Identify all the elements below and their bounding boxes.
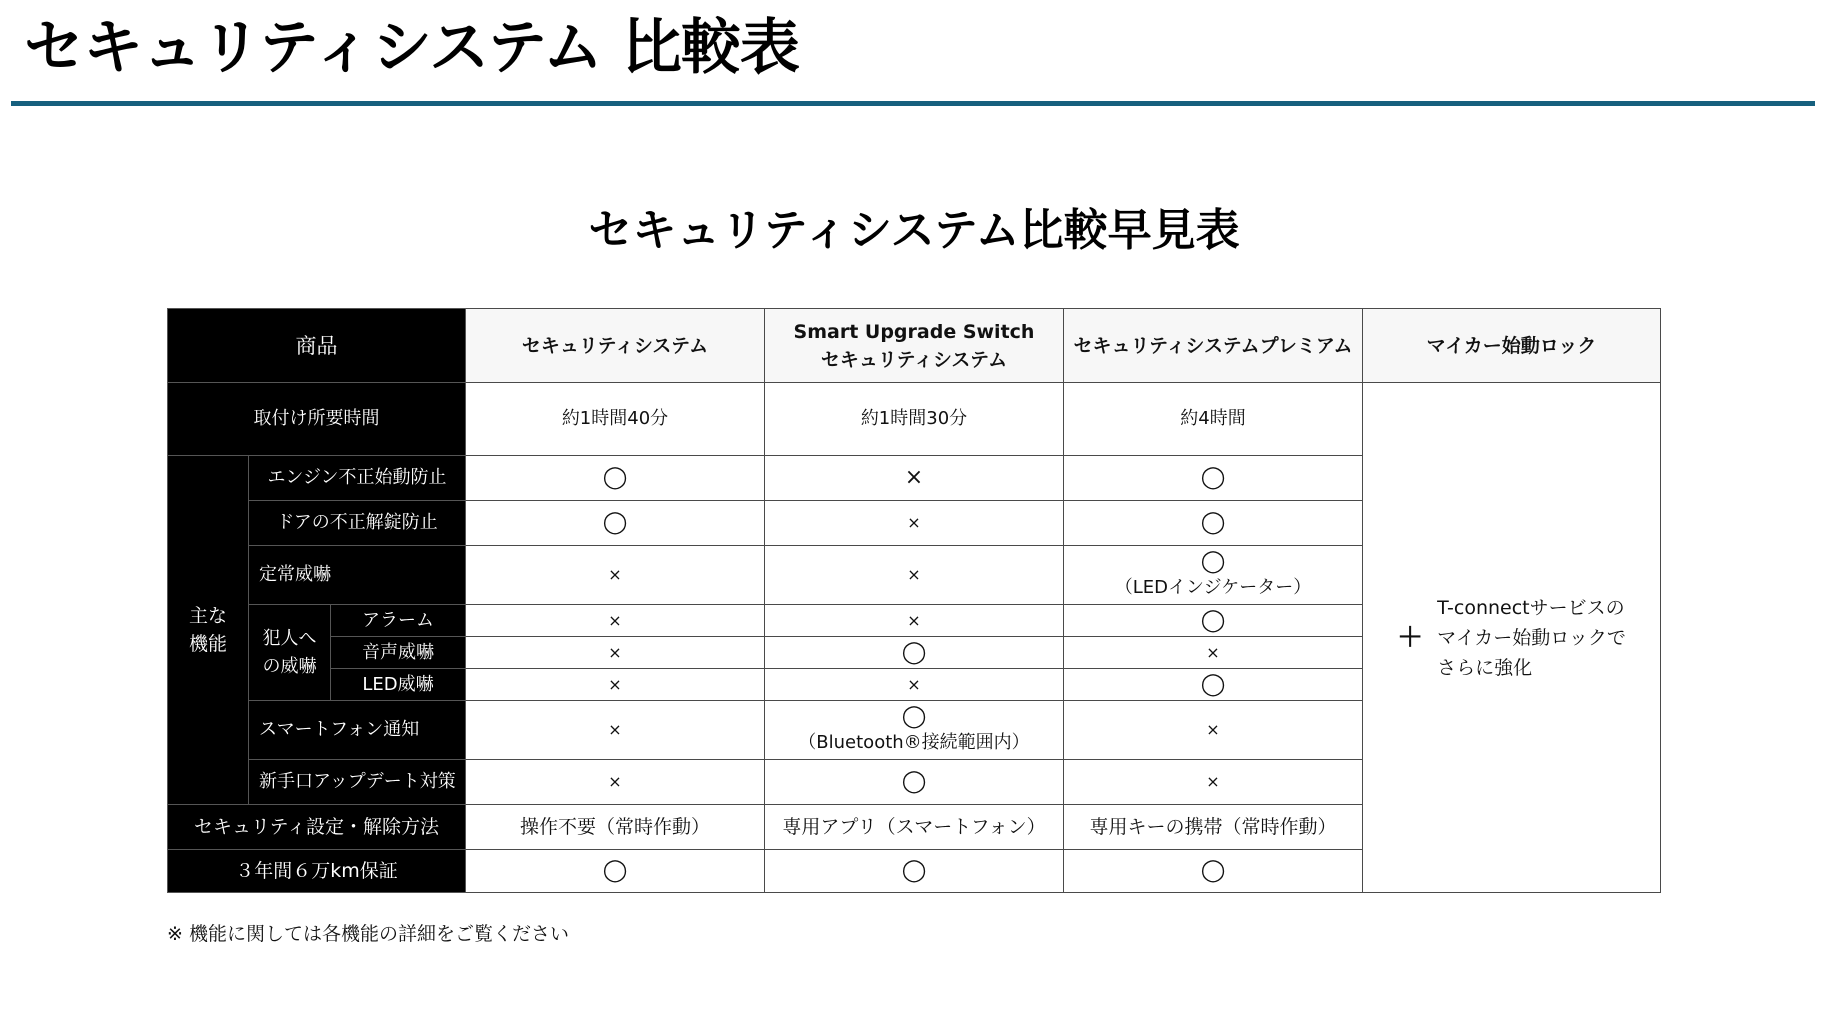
mark-cell: × — [466, 546, 765, 605]
mark-cell-with-note — [765, 701, 1064, 760]
mark-cell: × — [466, 605, 765, 637]
plus-icon: ＋ — [1397, 622, 1424, 653]
mark-cell: × — [1064, 637, 1363, 669]
settings-cell: 専用キーの携帯（常時作動） — [1064, 805, 1363, 850]
criminal-threat-label: 犯人へ の威嚇 — [249, 605, 331, 701]
product-smart-upgrade-switch — [765, 309, 1064, 383]
product-name-line2: セキュリティシステム — [820, 348, 1008, 371]
mark-cell: × — [1064, 701, 1363, 760]
product-name: マイカー始動ロック — [1426, 334, 1597, 357]
install-time-cell: 約1時間40分 — [466, 383, 765, 456]
row-label-voice: 音声威嚇 — [331, 637, 466, 669]
table-heading: セキュリティシステム比較早見表 — [588, 205, 1240, 256]
mark-cell: ◯ — [765, 637, 1064, 669]
header-label: 商品 — [168, 309, 466, 383]
mark: ◯ — [1200, 549, 1226, 574]
footnote: ※ 機能に関しては各機能の詳細をご覧ください — [167, 923, 569, 945]
settings-cell: 専用アプリ（スマートフォン） — [765, 805, 1064, 850]
page-title: セキュリティシステム 比較表 — [24, 13, 799, 83]
install-time-cell: 約4時間 — [1064, 383, 1363, 456]
mycar-note-line2: マイカー始動ロックで — [1437, 626, 1626, 649]
main-features-label: 主な 機能 — [168, 456, 249, 805]
product-security-premium — [1064, 309, 1363, 383]
mark: ◯ — [901, 704, 927, 729]
row-label-led: LED威嚇 — [331, 669, 466, 701]
row-label-install-time: 取付け所要時間 — [168, 383, 466, 456]
mark-cell: ◯ — [1064, 501, 1363, 546]
row-label-engine: エンジン不正始動防止 — [249, 456, 466, 501]
mark-cell: × — [765, 501, 1064, 546]
mark-cell: × — [466, 760, 765, 805]
mark-cell: ◯ — [466, 501, 765, 546]
mark-cell: × — [765, 456, 1064, 501]
mark-cell: × — [466, 637, 765, 669]
product-name: セキュリティシステムプレミアム — [1073, 334, 1353, 357]
row-label-alarm: アラーム — [331, 605, 466, 637]
product-name: セキュリティシステム — [521, 334, 709, 357]
row-label-update: 新手口アップデート対策 — [249, 760, 466, 805]
mark-note: （Bluetooth®接続範囲内） — [798, 732, 1030, 753]
mycar-lock-note-cell — [1363, 383, 1661, 893]
mark-note: （LEDインジケーター） — [1114, 577, 1312, 598]
row-label-settings: セキュリティ設定・解除方法 — [168, 805, 466, 850]
mark-cell: ◯ — [1064, 669, 1363, 701]
product-mycar-lock — [1363, 309, 1661, 383]
mark-cell: × — [466, 701, 765, 760]
settings-cell: 操作不要（常時作動） — [466, 805, 765, 850]
install-time-cell: 約1時間30分 — [765, 383, 1064, 456]
mark-cell: × — [765, 669, 1064, 701]
mark-cell: ◯ — [466, 456, 765, 501]
mark-cell: ◯ — [1064, 605, 1363, 637]
mark-cell: ◯ — [466, 850, 765, 893]
comparison-table — [167, 308, 1661, 893]
title-divider — [11, 101, 1815, 106]
row-label-door: ドアの不正解錠防止 — [249, 501, 466, 546]
row-label-warranty: ３年間６万km保証 — [168, 850, 466, 893]
table-header-row — [168, 309, 1661, 383]
mark-cell-with-note — [1064, 546, 1363, 605]
mark-cell: × — [765, 605, 1064, 637]
mark-cell: ◯ — [1064, 456, 1363, 501]
row-label-smartphone: スマートフォン通知 — [249, 701, 466, 760]
mark-cell: × — [1064, 760, 1363, 805]
mark-cell: × — [466, 669, 765, 701]
table-row-install-time — [168, 383, 1661, 456]
mark-cell: ◯ — [765, 850, 1064, 893]
product-security-system — [466, 309, 765, 383]
mark-cell: ◯ — [1064, 850, 1363, 893]
mark-cell: ◯ — [765, 760, 1064, 805]
row-label-constant-threat: 定常威嚇 — [249, 546, 466, 605]
mycar-note-line3: さらに強化 — [1437, 656, 1533, 679]
mycar-note-line1: T-connectサービスの — [1437, 596, 1625, 619]
product-name-line1: Smart Upgrade Switch — [793, 320, 1035, 343]
mark-cell: × — [765, 546, 1064, 605]
